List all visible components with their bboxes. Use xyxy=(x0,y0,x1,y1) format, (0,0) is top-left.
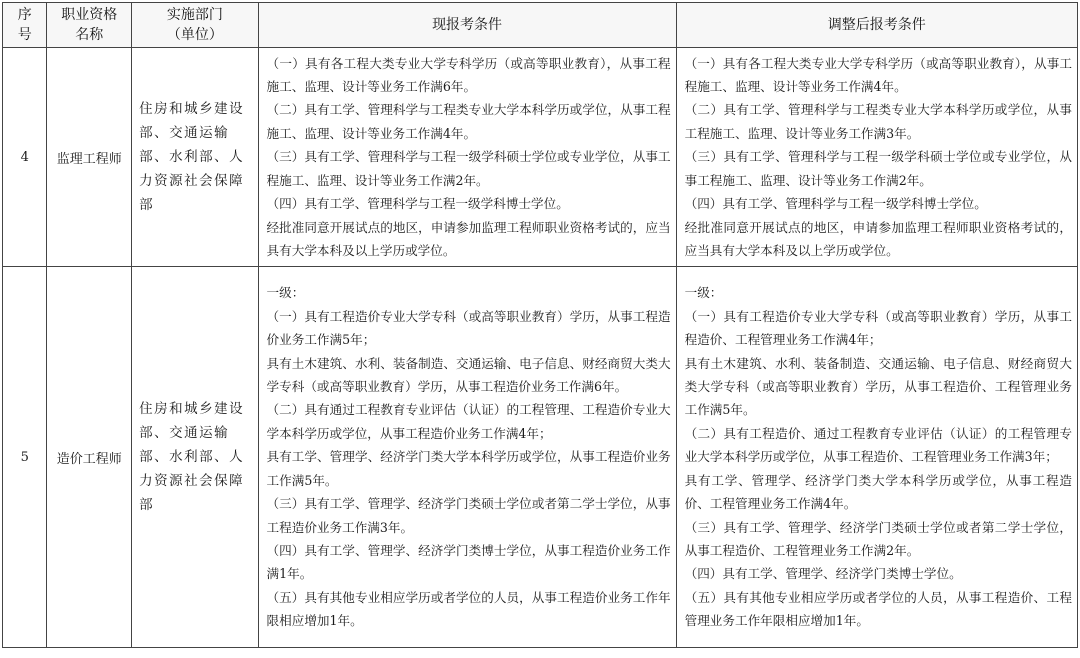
condition-line: 具有工学、管理学、经济学门类大学本科学历或学位，从事工程造价、工程管理业务工作满4年。 xyxy=(684,472,1072,512)
condition-line: （四）具有工学、管理科学与工程一级学科博士学位。 xyxy=(684,196,987,212)
condition-line: （一）具有工程造价专业大学专科（或高等职业教育）学历，从事工程造价、工程管理业务工作满4年； xyxy=(684,308,1072,348)
table-row xyxy=(3,48,1078,267)
header-qualification-text: 职业资格 名称 xyxy=(61,7,118,43)
condition-line: （一）具有工程造价专业大学专科（或高等职业教育）学历，从事工程造价业务工作满5年； xyxy=(266,308,671,348)
header-row xyxy=(3,3,1078,48)
adjusted-conditions xyxy=(676,267,1077,648)
header-current-conditions xyxy=(258,3,676,48)
department-cell: 住房和城乡建设部、交通运输部、水利部、人力资源社会保障部 xyxy=(132,267,258,648)
condition-line: （四）具有工学、管理科学与工程一级学科博士学位。 xyxy=(266,196,569,212)
header-adjusted-conditions xyxy=(676,3,1077,48)
condition-line: （二）具有工学、管理科学与工程类专业大学本科学历或学位，从事工程施工、监理、设计等业务工作满4年。 xyxy=(266,102,671,141)
row-index: 4 xyxy=(3,48,47,267)
qualification-name: 造价工程师 xyxy=(47,267,132,648)
condition-line: 一级： xyxy=(684,285,723,301)
header-department-text: 实施部门 （单位） xyxy=(166,7,223,43)
current-conditions xyxy=(258,267,676,648)
header-index-text: 序 号 xyxy=(17,7,32,43)
table-row xyxy=(3,267,1078,648)
department-cell: 住房和城乡建设部、交通运输部、水利部、人力资源社会保障部 xyxy=(132,48,258,267)
header-index xyxy=(3,3,47,48)
adjusted-conditions xyxy=(676,48,1077,267)
header-department xyxy=(132,3,258,48)
row-index: 5 xyxy=(3,267,47,648)
condition-line: （二）具有工程造价、通过工程教育专业评估（认证）的工程管理专业大学本科学历或学位，从事工程造价、工程管理业务工作满3年； xyxy=(684,425,1072,465)
condition-line: 具有土木建筑、水利、装备制造、交通运输、电子信息、财经商贸大类大学专科（或高等职业教育）学历，从事工程造价、工程管理业务工作满5年。 xyxy=(684,355,1072,418)
condition-line: （四）具有工学、管理学、经济学门类博士学位。 xyxy=(684,566,962,582)
condition-line: 具有工学、管理学、经济学门类大学本科学历或学位，从事工程造价业务工作满5年。 xyxy=(266,449,671,488)
condition-line: （一）具有各工程大类专业大学专科学历（或高等职业教育），从事工程施工、监理、设计等业务工作满6年。 xyxy=(266,55,671,95)
qualification-name: 监理工程师 xyxy=(47,48,132,267)
current-conditions xyxy=(258,48,676,267)
header-adjusted-text: 调整后报考条件 xyxy=(827,17,926,33)
condition-line: （五）具有其他专业相应学历或者学位的人员，从事工程造价业务工作年限相应增加1年。 xyxy=(266,589,671,629)
condition-line: 经批准同意开展试点的地区，申请参加监理工程师职业资格考试的，应当具有大学本科及以上学历或学位。 xyxy=(266,219,671,258)
condition-line: （二）具有工学、管理科学与工程类专业大学本科学历或学位，从事工程施工、监理、设计等业务工作满3年。 xyxy=(684,102,1072,141)
header-current-text: 现报考条件 xyxy=(432,17,503,33)
condition-line: （三）具有工学、管理科学与工程一级学科硕士学位或专业学位，从事工程施工、监理、设计等业务工作满2年。 xyxy=(684,149,1072,188)
header-qualification xyxy=(47,3,132,48)
condition-line: 具有土木建筑、水利、装备制造、交通运输、电子信息、财经商贸大类大学专科（或高等职业教育）学历，从事工程造价业务工作满6年。 xyxy=(266,355,671,395)
condition-line: （三）具有工学、管理学、经济学门类硕士学位或者第二学士学位，从事工程造价、工程管理业务工作满2年。 xyxy=(684,519,1072,558)
condition-line: （四）具有工学、管理学、经济学门类博士学位，从事工程造价业务工作满1年。 xyxy=(266,542,671,582)
qualification-table xyxy=(2,2,1078,648)
condition-line: （三）具有工学、管理科学与工程一级学科硕士学位或专业学位，从事工程施工、监理、设计等业务工作满2年。 xyxy=(266,149,671,188)
condition-line: 一级： xyxy=(266,285,305,301)
condition-line: （一）具有各工程大类专业大学专科学历（或高等职业教育），从事工程施工、监理、设计等业务工作满4年。 xyxy=(684,55,1072,95)
condition-line: （二）具有通过工程教育专业评估（认证）的工程管理、工程造价专业大学本科学历或学位，从事工程造价业务工作满4年； xyxy=(266,402,671,441)
condition-line: （三）具有工学、管理学、经济学门类硕士学位或者第二学士学位，从事工程造价业务工作满3年。 xyxy=(266,496,671,535)
condition-line: （五）具有其他专业相应学历或者学位的人员，从事工程造价、工程管理业务工作年限相应增加1年。 xyxy=(684,589,1072,629)
condition-line: 经批准同意开展试点的地区，申请参加监理工程师职业资格考试的，应当具有大学本科及以上学历或学位。 xyxy=(684,219,1072,258)
